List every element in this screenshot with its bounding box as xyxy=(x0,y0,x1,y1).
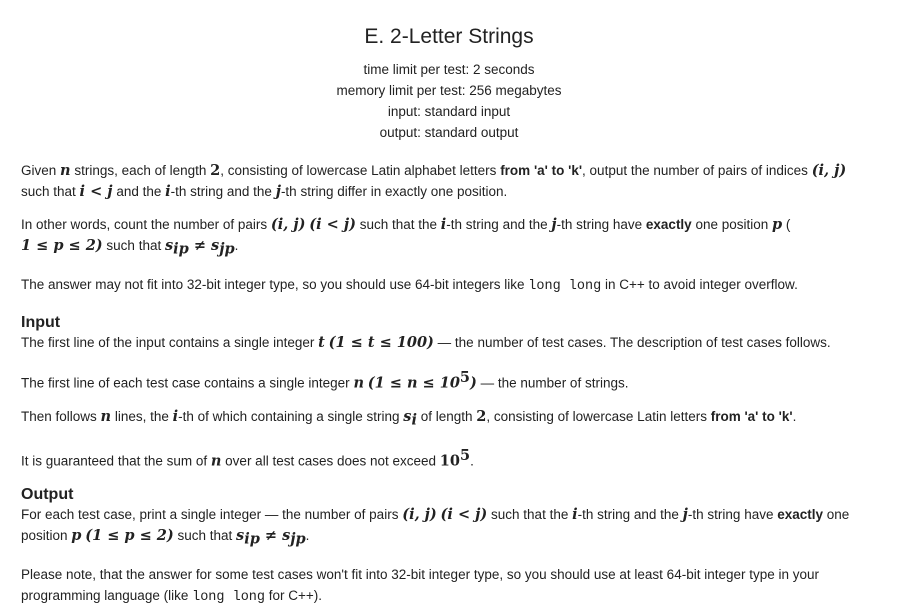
problem-limits xyxy=(0,59,898,143)
output-paragraph-2: Please note, that the answer for some test cases won't fit into 32-bit integer type, so you should use at least 64-bit integer type in your programming language (like long long for C++). xyxy=(21,567,820,606)
statement-paragraph-1: Given n strings, each of length 2, consisting of lowercase Latin alphabet letters from 'a' to 'k', output the number of pairs of indices (i, j) such that i < j and the i-th string and the j-th string differ in exactly one position. xyxy=(21,162,847,200)
input-paragraph-1: The first line of the input contains a single integer t (1 ≤ t ≤ 100) — the number of test cases. The description of test cases follows. xyxy=(21,333,831,351)
input-paragraph-3: Then follows n lines, the i-th of which containing a single string $s_i$ of length 2, consisting of lowercase Latin letters from 'a' to 'k'. xyxy=(21,408,797,429)
problem-title: E. 2-Letter Strings xyxy=(364,25,534,48)
problem-page xyxy=(21,0,887,608)
output-heading: Output xyxy=(21,486,74,504)
problem-header xyxy=(0,25,898,143)
problem-statement xyxy=(21,160,887,297)
statement-paragraph-3: The answer may not fit into 32-bit integer type, so you should use 64-bit integers like long long in C++ to avoid integer overflow. xyxy=(21,276,798,294)
memory-limit: memory limit per test: 256 megabytes xyxy=(336,83,562,98)
input-paragraph-2: The first line of each test case contains a single integer n $(1 \le n \le 10^5)$ — the number of strings. xyxy=(21,368,629,392)
input-heading: Input xyxy=(21,313,61,331)
statement-paragraph-2: In other words, count the number of pairs (i, j) (i < j) such that the i-th string and the j-th string have exactly one position p ( 1 ≤ p ≤ 2) such that $s_{ip} \ne s_{jp}$. xyxy=(21,216,791,258)
output-section xyxy=(21,485,887,608)
input-file: input: standard input xyxy=(387,104,511,119)
input-section xyxy=(21,313,887,472)
input-paragraph-4: It is guaranteed that the sum of n over all test cases does not exceed $10^5$. xyxy=(21,446,474,470)
time-limit: time limit per test: 2 seconds xyxy=(363,62,535,77)
output-file: output: standard output xyxy=(379,125,519,140)
output-paragraph-1: For each test case, print a single integer — the number of pairs (i, j) (i < j) such that the i-th string and the j-th string have exactly one position p (1 ≤ p ≤ 2) such that $s_{ip} \ne s_{jp}$. xyxy=(21,506,850,549)
